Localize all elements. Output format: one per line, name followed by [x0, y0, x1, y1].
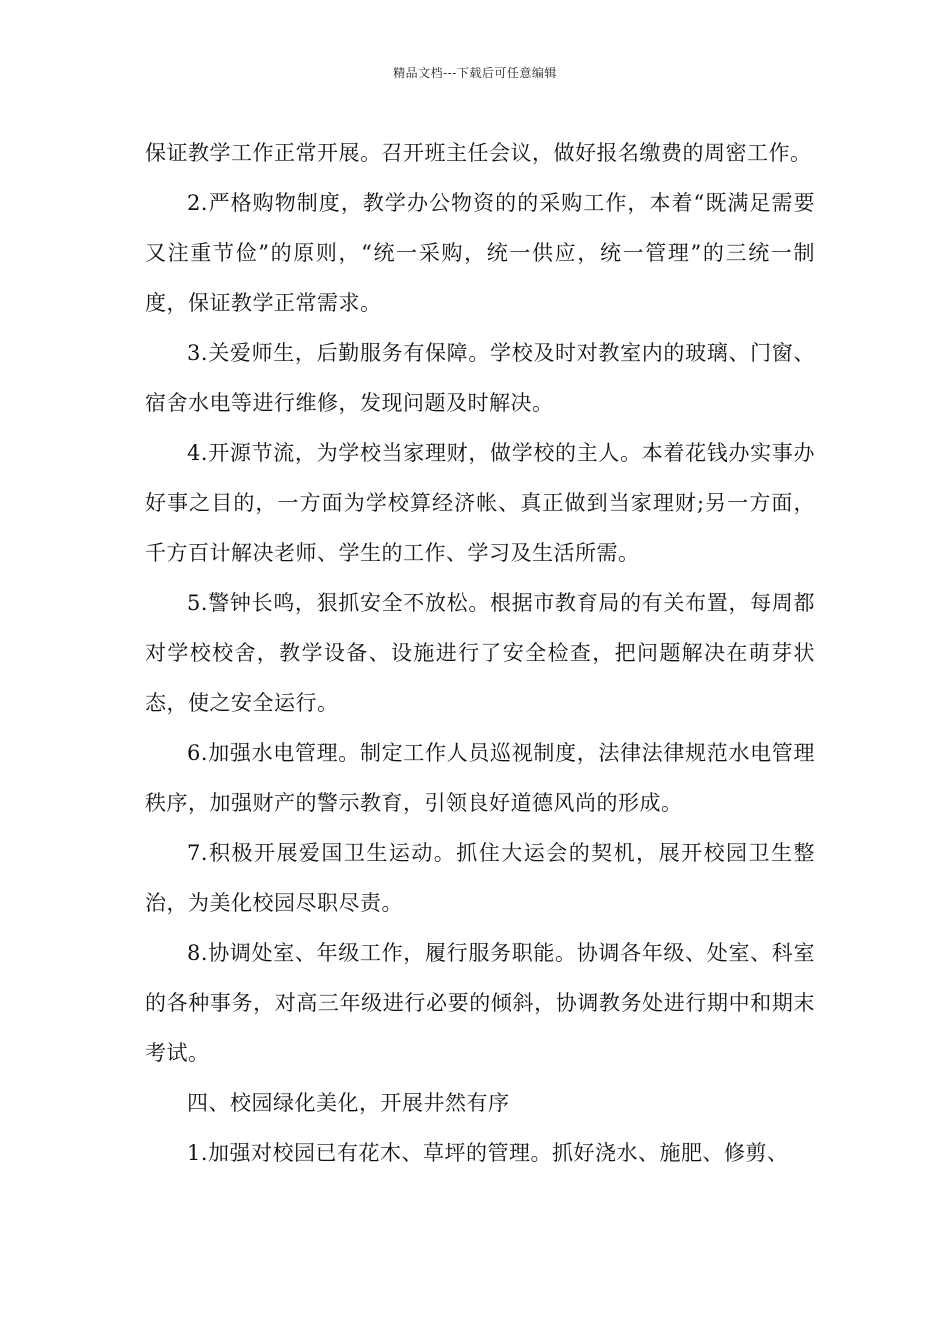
paragraph-item-2: 2.严格购物制度，教学办公物资的的采购工作，本着“既满足需要又注重节俭”的原则，“统一采购，统一供应，统一管理”的三统一制度，保证教学正常需求。 — [145, 191, 815, 315]
paragraph-continuation: 保证教学工作正常开展。召开班主任会议，做好报名缴费的周密工作。 — [145, 141, 812, 165]
page-header: 精品文档---下载后可任意编辑 — [393, 66, 557, 80]
paragraph-item-3: 3.关爱师生，后勤服务有保障。学校及时对教室内的玻璃、门窗、宿舍水电等进行维修，发现问题及时解决。 — [145, 341, 815, 415]
paragraph-section4-item-1: 1.加强对校园已有花木、草坪的管理。抓好浇水、施肥、修剪、 — [187, 1141, 789, 1165]
paragraph-item-8: 8.协调处室、年级工作，履行服务职能。协调各年级、处室、科室的各种事务，对高三年级进行必要的倾斜，协调教务处进行期中和期末考试。 — [145, 941, 815, 1065]
paragraph-item-5: 5.警钟长鸣，狠抓安全不放松。根据市教育局的有关布置，每周都对学校校舍，教学设备、设施进行了安全检查，把问题解决在萌芽状态，使之安全运行。 — [145, 591, 815, 715]
paragraph-item-7: 7.积极开展爱国卫生运动。抓住大运会的契机，展开校园卫生整治，为美化校园尽职尽责。 — [145, 841, 815, 915]
section-heading: 四、校园绿化美化，开展井然有序 — [187, 1091, 510, 1115]
paragraph-item-6: 6.加强水电管理。制定工作人员巡视制度，法律法律规范水电管理秩序，加强财产的警示教育，引领良好道德风尚的形成。 — [145, 741, 815, 815]
document-body — [145, 128, 815, 1178]
paragraph-item-4: 4.开源节流，为学校当家理财，做学校的主人。本着花钱办实事办好事之目的，一方面为学校算经济帐、真正做到当家理财;另一方面，千方百计解决老师、学生的工作、学习及生活所需。 — [145, 441, 815, 565]
